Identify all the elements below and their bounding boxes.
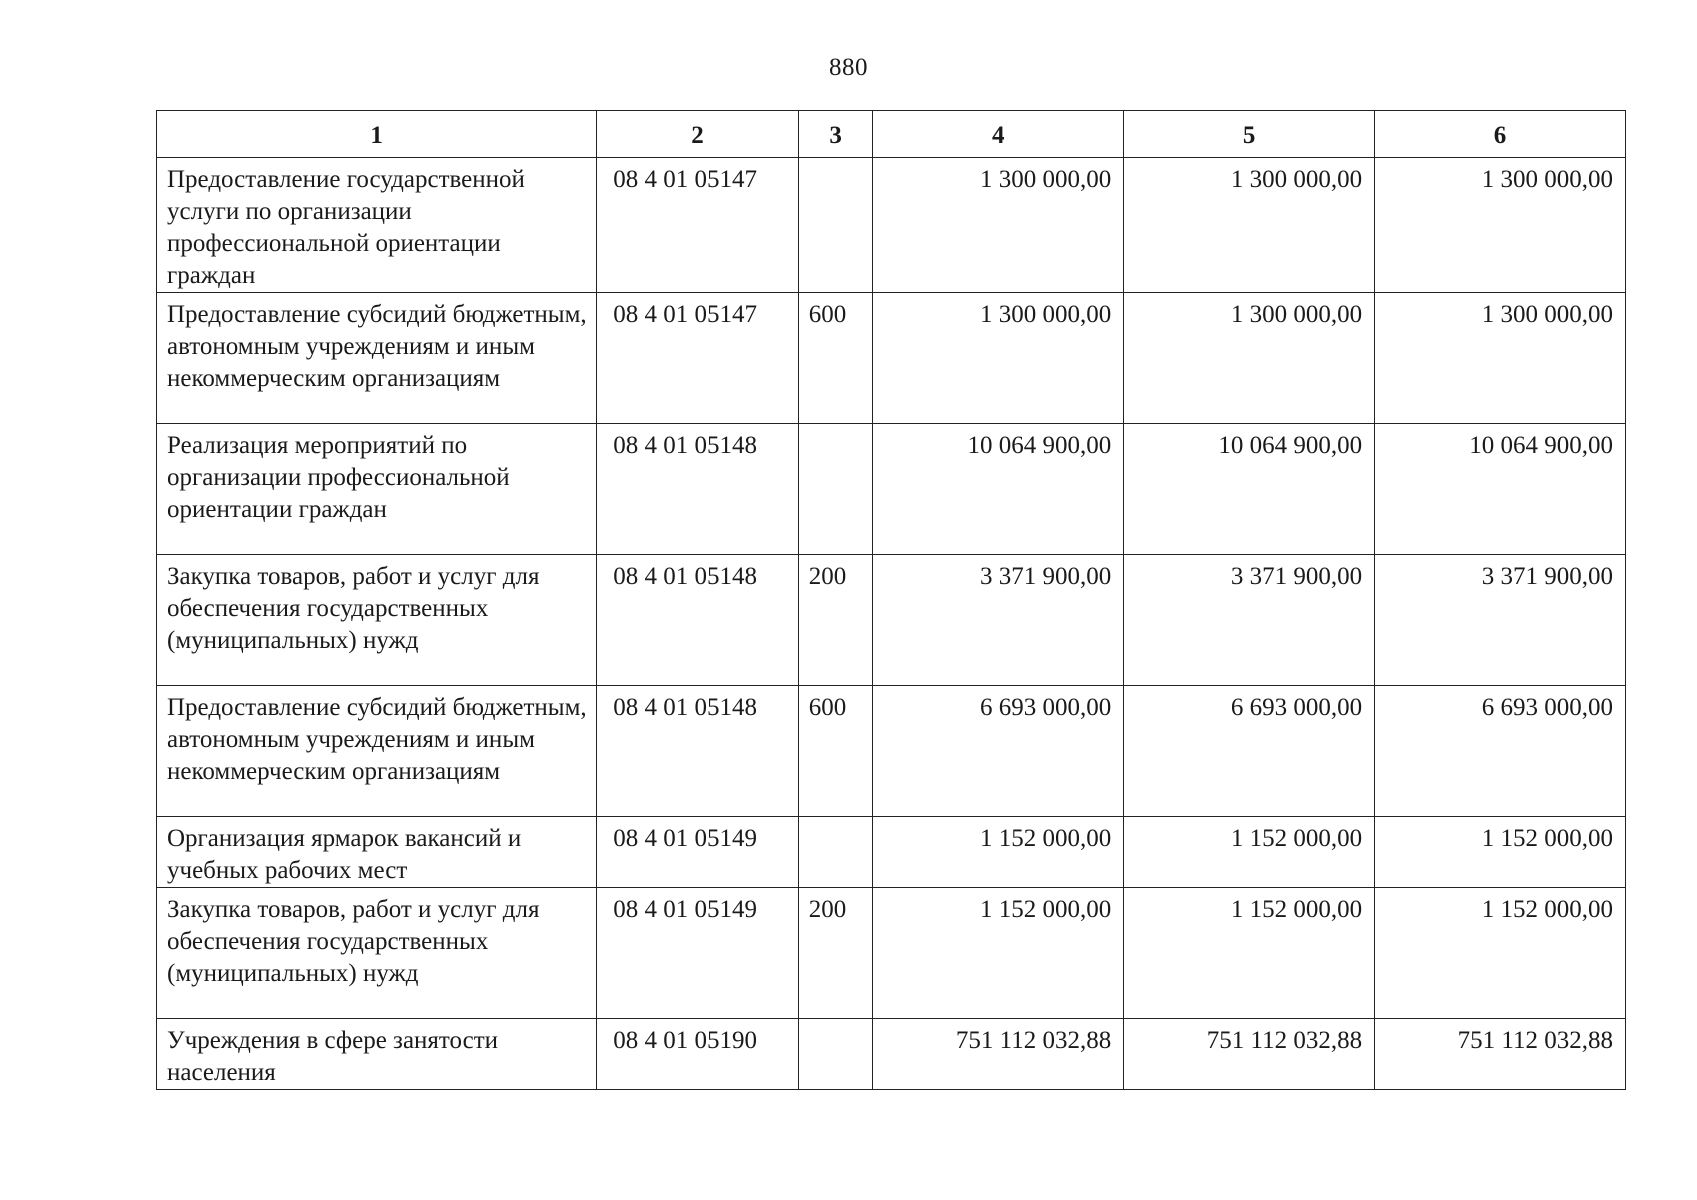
budget-table bbox=[156, 110, 1626, 1090]
row-code: 08 4 01 05190 bbox=[597, 1019, 799, 1090]
column-header-6: 6 bbox=[1375, 111, 1626, 158]
column-header-2: 2 bbox=[597, 111, 799, 158]
row-name: Закупка товаров, работ и услуг для обеспечения государственных (муниципальных) нужд bbox=[157, 888, 597, 1019]
row-value-4: 3 371 900,00 bbox=[873, 555, 1124, 686]
row-value-6: 3 371 900,00 bbox=[1375, 555, 1626, 686]
row-value-5: 6 693 000,00 bbox=[1124, 686, 1375, 817]
row-value-6: 1 152 000,00 bbox=[1375, 817, 1626, 888]
table-row bbox=[157, 555, 1626, 686]
row-kind bbox=[798, 424, 873, 555]
row-value-6: 1 152 000,00 bbox=[1375, 888, 1626, 1019]
row-kind bbox=[798, 158, 873, 293]
column-header-1: 1 bbox=[157, 111, 597, 158]
table-row bbox=[157, 686, 1626, 817]
row-name: Организация ярмарок вакансий и учебных рабочих мест bbox=[157, 817, 597, 888]
row-value-6: 10 064 900,00 bbox=[1375, 424, 1626, 555]
row-name: Закупка товаров, работ и услуг для обеспечения государственных (муниципальных) нужд bbox=[157, 555, 597, 686]
row-name: Учреждения в сфере занятости населения bbox=[157, 1019, 597, 1090]
row-kind: 200 bbox=[798, 555, 873, 686]
column-header-5: 5 bbox=[1124, 111, 1375, 158]
row-value-4: 10 064 900,00 bbox=[873, 424, 1124, 555]
row-kind: 600 bbox=[798, 293, 873, 424]
page-number: 880 bbox=[829, 54, 868, 81]
column-header-3: 3 bbox=[798, 111, 873, 158]
row-kind bbox=[798, 817, 873, 888]
row-value-5: 10 064 900,00 bbox=[1124, 424, 1375, 555]
row-value-5: 1 300 000,00 bbox=[1124, 158, 1375, 293]
row-value-4: 1 152 000,00 bbox=[873, 817, 1124, 888]
row-value-5: 751 112 032,88 bbox=[1124, 1019, 1375, 1090]
row-code: 08 4 01 05148 bbox=[597, 424, 799, 555]
row-name: Реализация мероприятий по организации профессиональной ориентации граждан bbox=[157, 424, 597, 555]
row-value-5: 1 152 000,00 bbox=[1124, 888, 1375, 1019]
row-name: Предоставление государственной услуги по организации профессиональной ориентации граждан bbox=[157, 158, 597, 293]
row-code: 08 4 01 05149 bbox=[597, 817, 799, 888]
row-value-4: 1 300 000,00 bbox=[873, 158, 1124, 293]
row-value-4: 751 112 032,88 bbox=[873, 1019, 1124, 1090]
row-name: Предоставление субсидий бюджетным, автономным учреждениям и иным некоммерческим организациям bbox=[157, 293, 597, 424]
row-value-6: 1 300 000,00 bbox=[1375, 293, 1626, 424]
row-code: 08 4 01 05149 bbox=[597, 888, 799, 1019]
row-value-6: 6 693 000,00 bbox=[1375, 686, 1626, 817]
row-value-4: 1 152 000,00 bbox=[873, 888, 1124, 1019]
row-value-5: 3 371 900,00 bbox=[1124, 555, 1375, 686]
table-header-row bbox=[157, 111, 1626, 158]
row-kind bbox=[798, 1019, 873, 1090]
table-row bbox=[157, 888, 1626, 1019]
row-name: Предоставление субсидий бюджетным, автономным учреждениям и иным некоммерческим организациям bbox=[157, 686, 597, 817]
row-code: 08 4 01 05147 bbox=[597, 293, 799, 424]
table-row bbox=[157, 1019, 1626, 1090]
row-kind: 600 bbox=[798, 686, 873, 817]
table-row bbox=[157, 293, 1626, 424]
row-code: 08 4 01 05147 bbox=[597, 158, 799, 293]
row-value-4: 6 693 000,00 bbox=[873, 686, 1124, 817]
row-value-5: 1 152 000,00 bbox=[1124, 817, 1375, 888]
table-row bbox=[157, 424, 1626, 555]
row-code: 08 4 01 05148 bbox=[597, 555, 799, 686]
row-value-4: 1 300 000,00 bbox=[873, 293, 1124, 424]
row-code: 08 4 01 05148 bbox=[597, 686, 799, 817]
row-kind: 200 bbox=[798, 888, 873, 1019]
row-value-5: 1 300 000,00 bbox=[1124, 293, 1375, 424]
row-value-6: 751 112 032,88 bbox=[1375, 1019, 1626, 1090]
row-value-6: 1 300 000,00 bbox=[1375, 158, 1626, 293]
column-header-4: 4 bbox=[873, 111, 1124, 158]
table-row bbox=[157, 158, 1626, 293]
table-row bbox=[157, 817, 1626, 888]
